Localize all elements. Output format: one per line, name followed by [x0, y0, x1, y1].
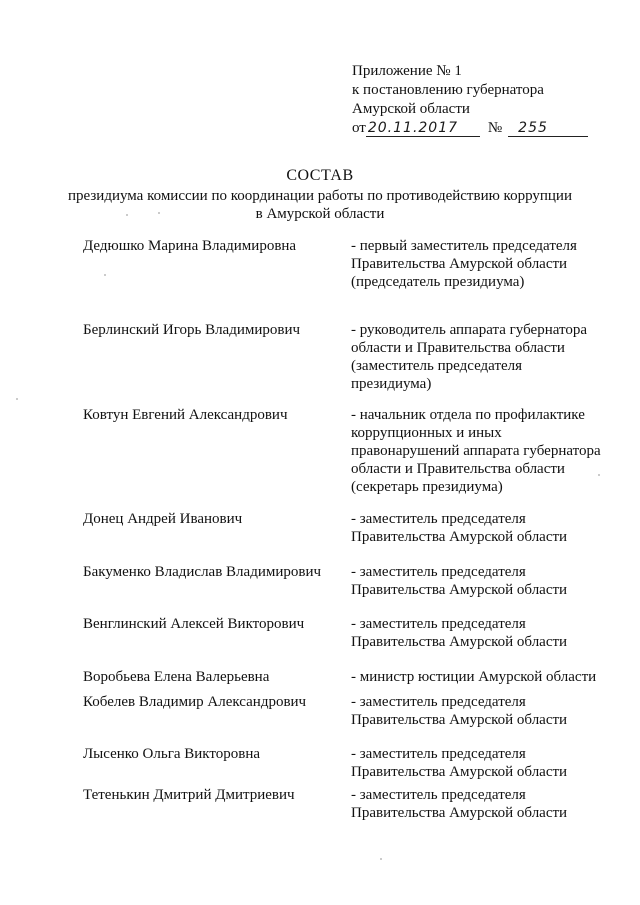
- role-line: Правительства Амурской области: [351, 634, 568, 650]
- scan-speck: [104, 274, 106, 276]
- member-role: [351, 237, 616, 291]
- scan-speck: [16, 398, 18, 400]
- scan-speck: [598, 474, 600, 476]
- document-subtitle: [0, 187, 640, 223]
- role-line: коррупционных и иных: [351, 425, 502, 441]
- member-name: Ковтун Евгений Александрович: [83, 407, 288, 423]
- role-line: Правительства Амурской области: [351, 712, 568, 728]
- member-role: [351, 786, 616, 822]
- role-line: - заместитель председателя: [351, 616, 526, 632]
- member-role: [351, 406, 616, 496]
- role-line: - руководитель аппарата губернатора: [351, 322, 588, 338]
- number-label: №: [487, 120, 503, 136]
- role-line: - первый заместитель председателя: [351, 238, 577, 254]
- handwritten-number: 255: [508, 120, 588, 137]
- role-line: (секретарь президиума): [351, 479, 503, 495]
- appendix-date-number-line: [352, 119, 588, 138]
- role-line: - заместитель председателя: [351, 511, 526, 527]
- from-label: от: [352, 120, 366, 136]
- subtitle-line-1: президиума комиссии по координации работы по противодействию коррупции: [68, 188, 572, 204]
- role-line: - заместитель председателя: [351, 564, 526, 580]
- role-line: области и Правительства области: [351, 340, 565, 356]
- member-name: Тетенькин Дмитрий Дмитриевич: [83, 787, 295, 803]
- member-name: Лысенко Ольга Викторовна: [83, 746, 261, 762]
- role-line: правонарушений аппарата губернатора: [351, 443, 601, 459]
- member-name: Венглинский Алексей Викторович: [83, 616, 305, 632]
- member-role: [351, 745, 616, 781]
- role-line: Правительства Амурской области: [351, 529, 568, 545]
- scan-speck: [380, 858, 382, 860]
- role-line: (председатель президиума): [351, 274, 525, 290]
- member-name: Берлинский Игорь Владимирович: [83, 322, 301, 338]
- role-line: Правительства Амурской области: [351, 582, 568, 598]
- member-name: Донец Андрей Иванович: [83, 511, 243, 527]
- role-line: - министр юстиции Амурской области: [351, 669, 597, 685]
- role-line: области и Правительства области: [351, 461, 565, 477]
- role-line: - начальник отдела по профилактике: [351, 407, 585, 423]
- member-name: Воробьева Елена Валерьевна: [83, 669, 270, 685]
- document-title: СОСТАВ: [286, 167, 354, 184]
- appendix-block: [352, 62, 588, 138]
- appendix-line-2: к постановлению губернатора: [352, 82, 544, 98]
- subtitle-line-2: в Амурской области: [255, 206, 385, 222]
- member-name: Кобелев Владимир Александрович: [83, 694, 307, 710]
- member-role: [351, 615, 616, 651]
- role-line: Правительства Амурской области: [351, 764, 568, 780]
- member-role: [351, 668, 616, 686]
- role-line: Правительства Амурской области: [351, 805, 568, 821]
- appendix-line-3: Амурской области: [352, 101, 470, 117]
- role-line: - заместитель председателя: [351, 787, 526, 803]
- member-role: [351, 563, 616, 599]
- role-line: президиума): [351, 376, 432, 392]
- member-role: [351, 321, 616, 393]
- scan-speck: [126, 214, 128, 216]
- role-line: - заместитель председателя: [351, 746, 526, 762]
- member-name: Дедюшко Марина Владимировна: [83, 238, 297, 254]
- role-line: (заместитель председателя: [351, 358, 523, 374]
- role-line: Правительства Амурской области: [351, 256, 568, 272]
- member-name: Бакуменко Владислав Владимирович: [83, 564, 322, 580]
- member-role: [351, 693, 616, 729]
- handwritten-date: 20.11.2017: [366, 120, 480, 137]
- appendix-line-1: Приложение № 1: [352, 63, 462, 79]
- scan-speck: [158, 212, 160, 214]
- role-line: - заместитель председателя: [351, 694, 526, 710]
- member-role: [351, 510, 616, 546]
